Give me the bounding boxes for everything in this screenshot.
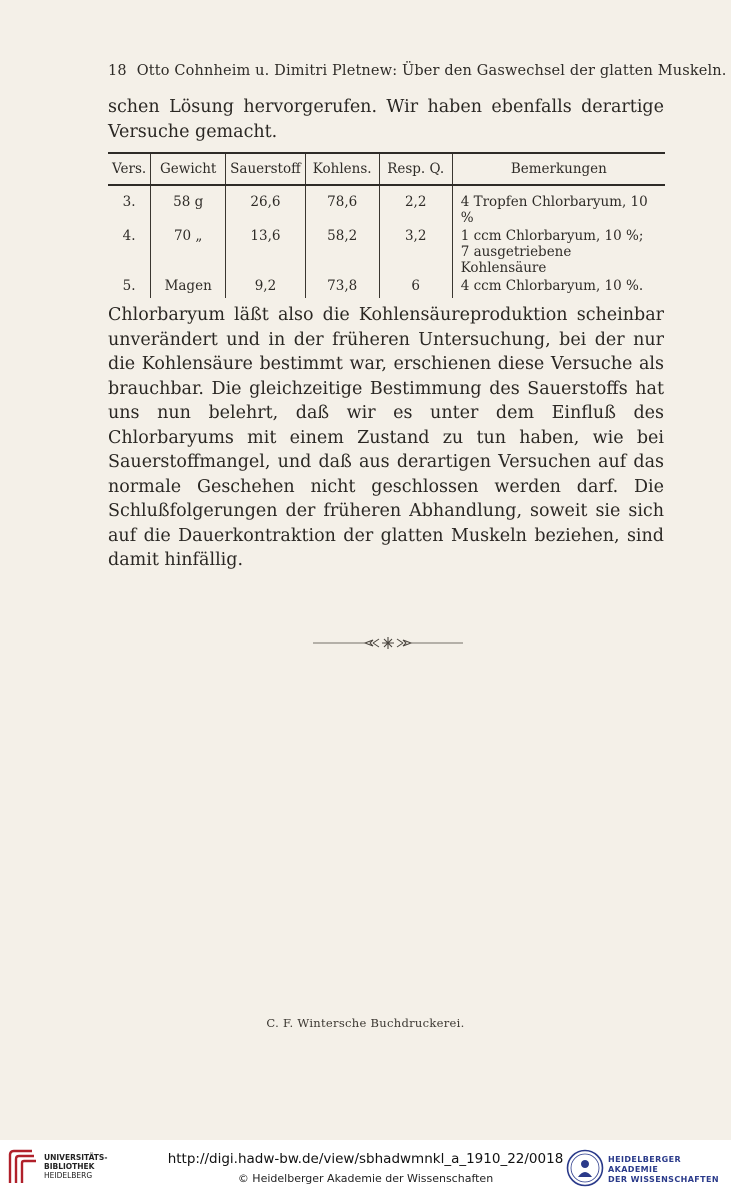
cell-gewicht: 58 g [151,185,226,227]
cell-vers: 3. [122,194,136,210]
cell-gewicht: 70 „ [151,227,226,277]
cell-bemerkungen [452,277,665,298]
header-sauerstoff: Sauerstoff [226,153,306,185]
cell-sauerstoff: 13,6 [226,227,306,277]
paragraph-intro: schen Lösung hervorgerufen. Wir haben ebenfalls derartige Versuche gemacht. [108,97,664,142]
digitization-footer [0,1140,731,1195]
table-row [108,185,665,227]
cell-gewicht: Magen [151,277,226,298]
library-city: HEIDELBERG [44,1171,93,1180]
header-resp-q: Resp. Q. [379,153,452,185]
results-table [108,152,665,298]
printer-imprint: C. F. Wintersche Buchdruckerei. [266,1016,465,1030]
table-header-row [108,153,665,185]
cell-sauerstoff: 26,6 [226,185,306,227]
cell-resp-q: 3,2 [379,227,452,277]
cell-vers: 5. [122,278,136,294]
cell-resp-q: 6 [379,277,452,298]
cell-kohlens: 73,8 [305,277,379,298]
cell-kohlens: 78,6 [305,185,379,227]
table-row [108,227,665,277]
running-title: Otto Cohnheim u. Dimitri Pletnew: Über den Gaswechsel der glatten Muskeln. [136,63,727,79]
note-line: 4 ccm Chlorbaryum, 10 %. [460,278,644,294]
cell-bemerkungen [452,227,665,277]
academy-name-line1: HEIDELBERGER AKADEMIE [608,1155,682,1174]
academy-seal-logo-icon [566,1149,604,1187]
library-name-line2: BIBLIOTHEK [44,1162,95,1171]
cell-bemerkungen [452,185,665,227]
page-number: 18 [108,63,127,79]
library-name-line1: UNIVERSITÄTS- [44,1153,108,1162]
paragraph-main: Chlorbaryum läßt also die Kohlensäureproduktion scheinbar unverändert und in der früheren Untersuchung, bei der nur die Kohlensäure bestimmt war, erschienen diese Versuche als brauchbar. Die gleichzeitige Bestimmung des Sauerstoffs hat uns nun belehrt, daß wir es unter dem Einfluß des Chlorbaryums mit einem Zustand zu tun haben, wie bei Sauerstoffmangel, und daß aus derartigen Versuchen auf das normale Geschehen nicht geschlossen werden darf. Die Schlußfolgerungen der früheren Abhandlung, soweit sie sich auf die Dauerkontraktion der glatten Muskeln beziehen, sind damit hinfällig. [108,305,664,570]
table-row [108,277,665,298]
cell-vers: 4. [122,228,136,244]
ornament-divider-icon [313,634,463,652]
cell-kohlens: 58,2 [305,227,379,277]
note-line: 1 ccm Chlorbaryum, 10 %; [460,228,644,244]
header-gewicht: Gewicht [151,153,226,185]
note-line: 4 Tropfen Chlorbaryum, 10 % [460,194,648,226]
copyright-notice: © Heidelberger Akademie der Wissenschaften [237,1172,494,1185]
note-line: 7 ausgetriebene Kohlensäure [460,244,572,276]
cell-resp-q: 2,2 [379,185,452,227]
header-kohlens: Kohlens. [305,153,379,185]
source-url-link[interactable]: http://digi.hadw-bw.de/view/sbhadwmnkl_a_1910_22/0018 [167,1151,564,1167]
running-head [108,63,727,79]
academy-name [608,1155,731,1185]
cell-sauerstoff: 9,2 [226,277,306,298]
header-vers: Vers. [108,153,151,185]
header-bemerkungen: Bemerkungen [452,153,665,185]
academy-name-line2: DER WISSENSCHAFTEN [608,1175,719,1184]
